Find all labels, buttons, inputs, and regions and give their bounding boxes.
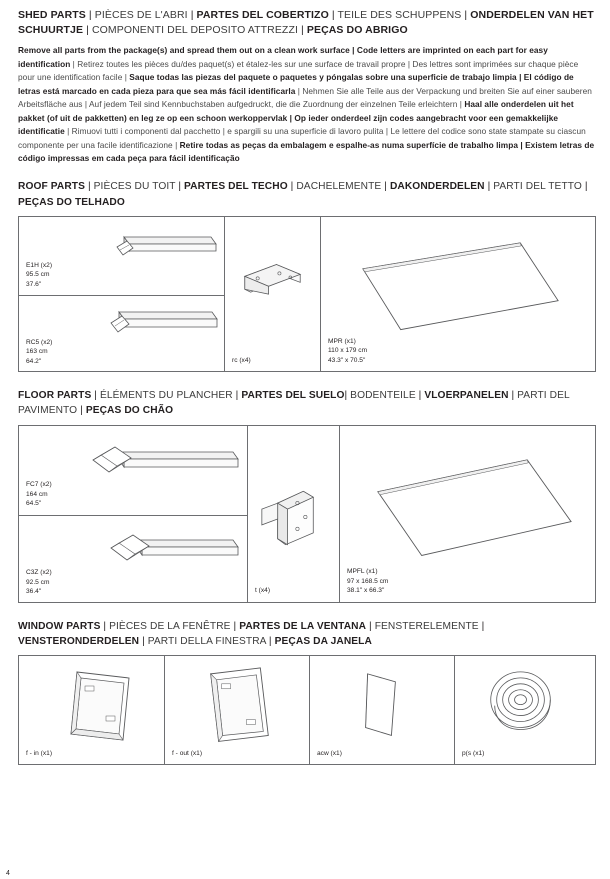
part-label-f-in: f - in (x1) — [26, 749, 53, 757]
roof-parts-heading: ROOF PARTS | PIÈCES DU TOIT | PARTES DEL TECHO | DACHELEMENTE | DAKONDERDELEN | PARTI DEL TETTO | PEÇAS DO TELHADO — [18, 181, 588, 208]
floor-parts-heading: FLOOR PARTS | ÉLÉMENTS DU PLANCHER | PARTES DEL SUELO| BODENTEILE | VLOERPANELEN | PARTI DEL PAVIMENTO | PEÇAS DO CHÃO — [18, 389, 570, 417]
part-cell-t — [247, 426, 339, 602]
part-cell-pls — [454, 656, 595, 764]
part-label-E1H: E1H (x2) 95.5 cm 37.6" — [26, 261, 53, 288]
window-parts-table — [18, 655, 596, 765]
part-cell-MPR — [320, 217, 595, 371]
part-cell-RC5 — [19, 295, 224, 372]
part-label-acw: acw (x1) — [317, 749, 342, 757]
page-number: 4 — [6, 870, 10, 877]
shed-parts-heading: SHED PARTS | PIÈCES DE L'ABRI | PARTES DEL COBERTIZO | TEILE DES SCHUPPENS | ONDERDELEN VAN HET SCHUURTJE | COMPONENTI DEL DEPOSITO ATTREZZI | PEÇAS DO ABRIGO — [18, 9, 594, 37]
part-cell-rc — [224, 217, 320, 371]
floor-beam-short-icon — [19, 516, 247, 604]
part-label-FC7: FC7 (x2) 164 cm 64.5" — [26, 481, 52, 508]
part-label-t: t (x4) — [255, 587, 271, 595]
roof-bracket-icon — [225, 217, 320, 371]
part-label-MPFL: MPFL (x1) 97 x 168.5 cm 38.1" x 66.3" — [347, 568, 389, 595]
part-cell-FC7 — [19, 426, 247, 515]
part-label-RC5: RC5 (x2) 163 cm 64.2" — [26, 338, 53, 365]
floor-beam-long-icon — [19, 426, 247, 515]
part-cell-f-out — [164, 656, 309, 764]
floor-parts-table — [18, 425, 596, 603]
part-label-MPR: MPR (x1) 110 x 179 cm 43.3" x 70.5" — [328, 337, 368, 364]
roof-parts-table — [18, 216, 596, 372]
window-parts-heading: WINDOW PARTS | PIÈCES DE LA FENÊTRE | PARTES DE LA VENTANA | FENSTERELEMENTE | VENSTERONDERDELEN | PARTI DELLA FINESTRA | PEÇAS DA JANELA — [18, 620, 485, 647]
part-cell-MPFL — [339, 426, 595, 602]
part-cell-f-in — [19, 656, 164, 764]
part-label-C3Z: C3Z (x2) 92.5 cm 36.4" — [26, 569, 52, 596]
part-label-rc: rc (x4) — [232, 356, 251, 364]
part-label-f-out: f - out (x1) — [172, 749, 203, 757]
part-cell-acw — [309, 656, 454, 764]
part-cell-C3Z — [19, 515, 247, 603]
part-label-pls: p(s (x1) — [462, 749, 485, 757]
part-cell-E1H — [19, 217, 224, 295]
intro-paragraph: Remove all parts from the package(s) and spread them out on a clean work surface | Code letters are imprinted on each part for easy identification | Retirez toutes les pièces du/des paquet(s) et étalez-les sur une surface de travail propre | Des lettres sont imprimées sur chaque pièce pour une identification facile | Saque todas las piezas del paquete o paquetes y póngalas sobre una superficie de trabajo limpia | El código de letras está marcado en cada pieza para que sea más fácil identificarla | Nehmen Sie alle Teile aus der Verpackung und breiten Sie auf einer sauberen Arbeitsfläche aus | Auf jedem Teil sind Kennbuchstaben aufgedruckt, die die Zuordnung der einzelnen Teile erleichtern | Haal alle onderdelen uit het pakket (of uit de pakketten) en leg ze op een schoon werkoppervlak | Op ieder onderdeel zijn codes aangebracht voor een gemakkelijke identificatie | Rimuovi tutti i componenti dal pacchetto | e spargili su una superficie di lavoro pulita | Le lettere del codice sono state stampate su ciascun componente per una facile identificazione | Retire todas as peças da embalagem e espalhe-as numa superfície de trabalho limpa | Existem letras de código impressas em cada peça para fácil identificação — [18, 45, 595, 163]
floor-connector-icon — [248, 426, 339, 602]
heading-seg: SHED PARTS — [18, 9, 86, 21]
